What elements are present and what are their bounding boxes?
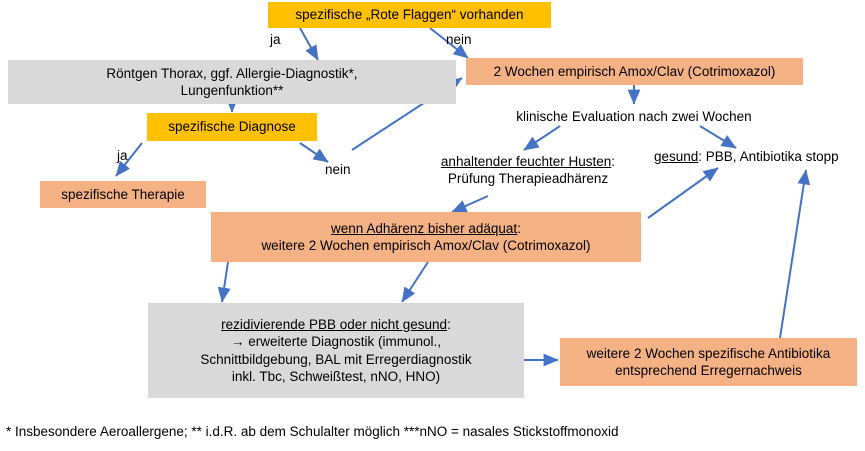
node-two-weeks-empiric[interactable] xyxy=(466,58,803,85)
footnote-text: * Insbesondere Aeroallergene; ** i.d.R. ab dem Schulalter möglich ***nNO = nasales Stickstoffmonoxid xyxy=(6,424,619,439)
node-specific-therapy-label: spezifische Therapie xyxy=(61,186,185,202)
node-adherence-line1-underlined: wenn Adhärenz bisher adäquat xyxy=(331,220,518,236)
edge-label-ja-top-text: ja xyxy=(270,32,281,47)
node-two-weeks-empiric-label: 2 Wochen empirisch Amox/Clav (Cotrimoxazol) xyxy=(493,63,776,79)
node-healthy-label-underlined: gesund xyxy=(654,149,699,164)
edge-label-ja-diagnosis-text: ja xyxy=(117,148,128,163)
node-persistent-line1-colon: : xyxy=(611,153,616,169)
node-persistent-line1-underlined: anhaltender feuchter Husten xyxy=(440,153,612,169)
node-specific-diagnosis-label: spezifische Diagnose xyxy=(168,119,296,135)
node-recurrent-pbb[interactable] xyxy=(148,303,524,398)
node-adherence-line1-colon: : xyxy=(517,220,521,236)
node-xray-diagnostics[interactable] xyxy=(8,60,456,104)
node-specific-antibiotics-line2: entsprechend Erregernachweis xyxy=(615,363,802,378)
node-specific-antibiotics-line1: weitere 2 Wochen spezifische Antibiotika xyxy=(586,345,831,361)
node-recurrent-line3: Schnittbildgebung, BAL mit Erregerdiagnostik xyxy=(200,351,472,367)
edge-label-ja-diagnosis xyxy=(117,148,128,163)
edge-label-ja-top xyxy=(270,32,281,47)
node-recurrent-line1-colon: : xyxy=(447,316,451,332)
edge-label-nein-diagnosis-text: nein xyxy=(325,162,351,177)
node-persistent-wet-cough xyxy=(412,148,644,192)
edge-label-nein-diagnosis xyxy=(325,162,351,177)
node-adherence-adequate[interactable] xyxy=(211,212,641,262)
node-xray-line1: Röntgen Thorax, ggf. Allergie-Diagnostik*, xyxy=(106,65,358,81)
edge-label-nein-top xyxy=(446,32,472,47)
node-healthy-stop-antibiotics xyxy=(654,149,839,164)
edge-label-nein-top-text: nein xyxy=(446,32,472,47)
node-recurrent-line1-underlined: rezidivierende PBB oder nicht gesund xyxy=(221,316,448,332)
node-clinical-evaluation-label: klinische Evaluation nach zwei Wochen xyxy=(516,109,752,125)
node-recurrent-line2: → erweiterte Diagnostik (immunol., xyxy=(230,334,442,350)
node-recurrent-line4: inkl. Tbc, Schweißtest, nNO, HNO) xyxy=(231,368,441,384)
node-specific-therapy[interactable] xyxy=(40,181,206,208)
node-specific-antibiotics[interactable] xyxy=(560,338,857,386)
node-specific-diagnosis[interactable] xyxy=(147,113,317,141)
node-recurrent-line1 xyxy=(221,316,451,333)
node-red-flags[interactable] xyxy=(268,2,551,28)
footnote xyxy=(6,424,618,439)
node-persistent-line2: Prüfung Therapieadhärenz xyxy=(447,171,609,186)
node-xray-line2: Lungenfunktion** xyxy=(180,83,284,98)
node-adherence-line2: weitere 2 Wochen empirisch Amox/Clav (Cotrimoxazol) xyxy=(261,238,591,253)
node-red-flags-label: spezifische „Rote Flaggen“ vorhanden xyxy=(295,7,524,23)
node-persistent-line1 xyxy=(441,153,615,170)
node-adherence-line1 xyxy=(331,220,521,237)
node-healthy-label-rest: : PBB, Antibiotika stopp xyxy=(698,149,839,164)
node-clinical-evaluation xyxy=(460,106,808,128)
